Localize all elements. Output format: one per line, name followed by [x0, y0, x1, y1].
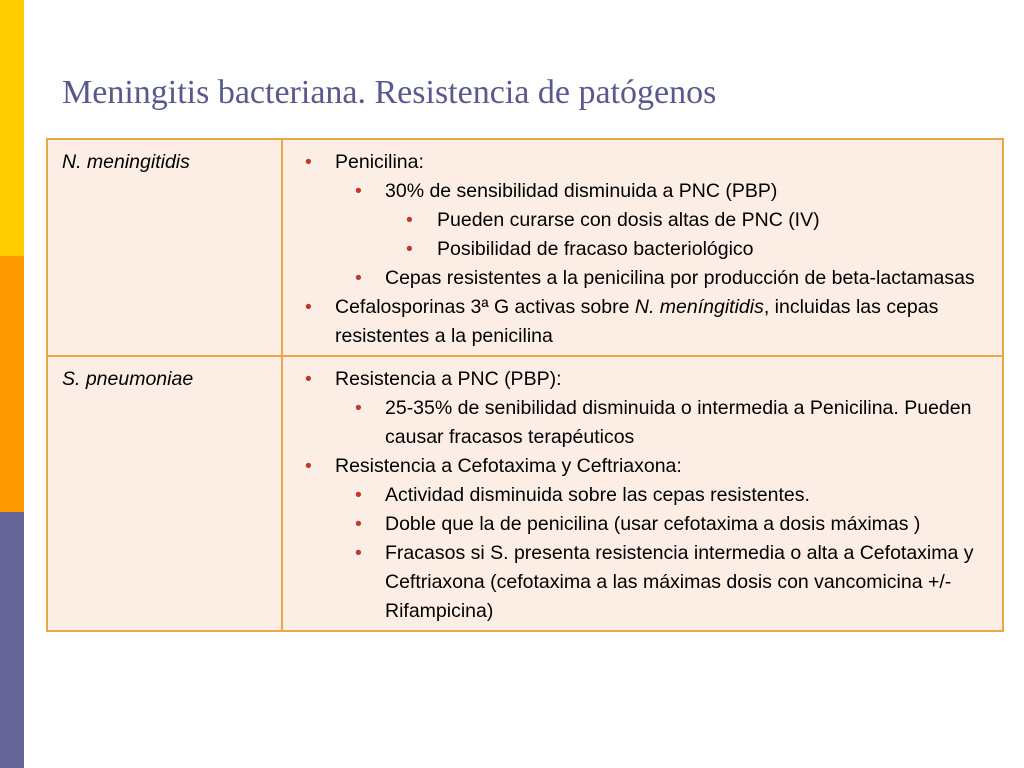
bullet-item	[293, 452, 992, 481]
details-cell	[282, 139, 1003, 356]
bullet-item	[293, 293, 992, 351]
bullet-text: 25-35% de senibilidad disminuida o intermedia a Penicilina. Pueden causar fracasos terapéuticos	[385, 397, 972, 448]
organism-cell	[47, 139, 282, 356]
bullet-text: Cepas resistentes a la penicilina por producción de beta-lactamasas	[385, 267, 975, 289]
bullet-item	[293, 206, 992, 235]
bullet-text: Pueden curarse con dosis altas de PNC (IV)	[437, 209, 820, 231]
organism-cell	[47, 356, 282, 631]
bullet-text: 30% de sensibilidad disminuida a PNC (PBP)	[385, 180, 778, 202]
slide-title: Meningitis bacteriana. Resistencia de patógenos	[62, 74, 717, 111]
bullet-item	[293, 365, 992, 394]
bullet-item	[293, 510, 992, 539]
bullet-text: Cefalosporinas 3ª G activas sobre	[335, 296, 635, 318]
bullet-text: , incluidas las cepas resistentes a la penicilina	[335, 296, 939, 347]
bullet-item	[293, 481, 992, 510]
bullet-text: Resistencia a Cefotaxima y Ceftriaxona:	[335, 455, 682, 477]
table-row	[47, 356, 1003, 631]
bullet-item	[293, 394, 992, 452]
accent-stripe-orange	[0, 256, 24, 512]
accent-stripe-purple	[0, 512, 24, 768]
bullet-item	[293, 264, 992, 293]
bullet-text-italic: N. meníngitidis	[634, 296, 764, 318]
accent-stripe-yellow	[0, 0, 24, 256]
details-cell	[282, 356, 1003, 631]
bullet-item	[293, 177, 992, 206]
bullet-item	[293, 539, 992, 626]
bullet-list	[293, 365, 992, 626]
table-body	[47, 139, 1003, 631]
bullet-text: Actividad disminuida sobre las cepas resistentes.	[385, 484, 810, 506]
bullet-text: Posibilidad de fracaso bacteriológico	[437, 238, 754, 260]
bullet-text: Penicilina:	[335, 151, 424, 173]
bullet-text: Doble que la de penicilina (usar cefotaxima a dosis máximas )	[385, 513, 921, 535]
bullet-item	[293, 148, 992, 177]
bullet-list	[293, 148, 992, 351]
table-row	[47, 139, 1003, 356]
organism-name: N. meningitidis	[62, 151, 190, 173]
resistance-table	[46, 138, 1004, 632]
bullet-item	[293, 235, 992, 264]
bullet-text: Fracasos si S. presenta resistencia intermedia o alta a Cefotaxima y Ceftriaxona (cefotaxima a las máximas dosis con vancomicina +/- Rifampicina)	[385, 542, 974, 622]
organism-name: S. pneumoniae	[62, 368, 194, 390]
bullet-text: Resistencia a PNC (PBP):	[335, 368, 562, 390]
